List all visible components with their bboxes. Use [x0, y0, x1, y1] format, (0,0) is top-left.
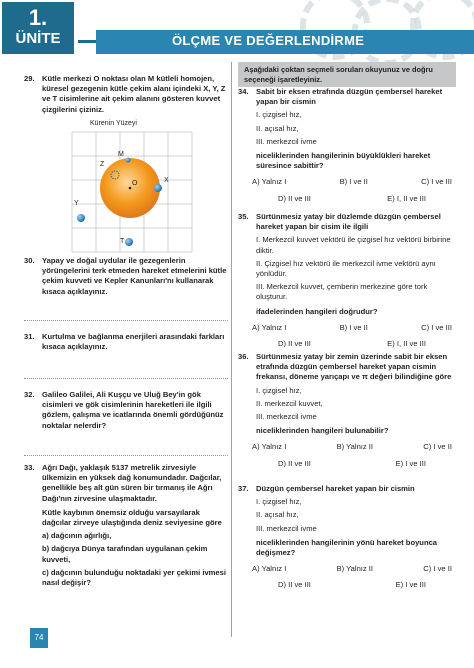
question-stem: niceliklerinden hangilerinin büyüklükleri hareket süresince sabittir? [256, 151, 431, 171]
item-a: a) dağcının ağırlığı, [42, 531, 112, 541]
section-title-bar [96, 30, 474, 54]
object-t [125, 238, 133, 246]
column-divider [231, 62, 232, 637]
label-y: Y [74, 200, 79, 207]
question-number: 36. [238, 352, 249, 361]
option-b[interactable]: B) I ve II [339, 322, 368, 332]
item-ii: II. açısal hız, [256, 123, 299, 133]
label-z: Z [100, 161, 105, 168]
item-ii: II. merkezcil kuvvet, [256, 398, 323, 408]
object-y [77, 214, 85, 222]
option-e[interactable]: E) I, II ve III [387, 339, 426, 349]
question-intro: Ağrı Dağı, yaklaşık 5137 metrelik zirvesiyle ülkemizin en yüksek dağ konumundadır. Dağcılar, genellikle beş alt gün süren bir tırmanış ile Ağrı Dağı'nın zirvesine ulaşmaktadır. [42, 463, 222, 503]
option-a[interactable]: A) Yalnız I [252, 177, 287, 187]
item-iii: III. merkezcil ivme [256, 523, 317, 533]
page-header [0, 0, 474, 60]
question-text: Sabit bir eksen etrafında düzgün çembersel hareket yapan bir cismin [256, 87, 443, 107]
item-ii: II. açısal hız, [256, 510, 299, 520]
option-b[interactable]: B) Yalnız II [336, 442, 374, 452]
item-iii: III. merkezcil ivme [256, 136, 317, 146]
question-34 [238, 87, 456, 204]
label-t: T [120, 238, 125, 245]
option-e[interactable]: E) I ve III [395, 458, 426, 468]
option-e[interactable]: E) I ve III [395, 580, 426, 590]
separator-line [24, 455, 228, 456]
question-number: 32. [24, 390, 35, 399]
label-x: X [164, 177, 169, 184]
unit-label: ÜNİTE [15, 30, 61, 47]
label-o: O [132, 180, 138, 187]
question-text: Galileo Galilei, Ali Kuşçu ve Uluğ Bey'in gök cisimleri ve gök cisimlerinin hareketleri ile ilgili gözlem, çalışma ve icatlarında önemli gördüğünüz noktalar nelerdir? [42, 390, 224, 430]
center-point-o [129, 187, 132, 190]
item-i: I. çizgisel hız, [256, 385, 302, 395]
question-number: 34. [238, 87, 249, 96]
option-c[interactable]: C) I ve II [423, 564, 452, 574]
question-text: Düzgün çembersel hareket yapan bir cismin [256, 484, 415, 493]
unit-number: 1. [28, 5, 48, 30]
question-text: Sürtünmesiz yatay bir zemin üzerinde sabit bir eksen etrafında düzgün çembersel hareket yapan cismin frekansı, döneme yarıçapı ve π değeri bilindiğine göre [256, 352, 452, 382]
question-number: 33. [24, 463, 35, 472]
option-a[interactable]: A) Yalnız I [252, 322, 287, 332]
option-e[interactable]: E) I, II ve III [387, 193, 426, 203]
option-d[interactable]: D) II ve III [278, 458, 311, 468]
gravity-field-figure [70, 120, 190, 250]
option-b[interactable]: B) Yalnız II [336, 564, 374, 574]
question-number: 29. [24, 74, 35, 83]
section-title: ÖLÇME VE DEĞERLENDİRME [172, 33, 365, 48]
question-stem: niceliklerinden hangileri bulunabilir? [256, 426, 389, 436]
item-i: I. Merkezcil kuvvet vektörü ile çizgisel hız vektörü birbirine diktir. [256, 235, 451, 255]
item-iii: III. Merkezcil kuvvet, çemberin merkezine göre tork oluşturur. [256, 282, 428, 302]
item-i: I. çizgisel hız, [256, 497, 302, 507]
question-text: Yapay ve doğal uydular ile gezegenlerin yörüngelerini terk etmeden hareket etmelerini kütle çekim kuvveti ve Kepler Kanunları'nı kullanarak kısaca açıklayınız. [42, 256, 227, 296]
option-c[interactable]: C) I ve III [421, 177, 452, 187]
question-text: Kütle merkezi O noktası olan M kütleli homojen, küresel gezegenin kütle çekim alanı içindeki X, Y, Z ve T cisimlerine ait çekim alanını gösteren kuvvet çizgilerini çiziniz. [42, 74, 226, 114]
question-35 [238, 212, 456, 349]
separator-line [24, 320, 228, 321]
separator-line [24, 378, 228, 379]
label-m: M [118, 151, 124, 158]
object-m [126, 158, 131, 163]
item-ii: II. Çizgisel hız vektörü ile merkezcil ivme vektörü aynı yönlüdür. [256, 258, 436, 279]
unit-badge [2, 2, 74, 54]
question-37 [238, 484, 456, 591]
option-d[interactable]: D) II ve III [278, 193, 311, 203]
question-text: Kurtulma ve bağlanma enerjileri arasındaki farkları kısaca açıklayınız. [42, 332, 225, 352]
header-dash [78, 40, 96, 43]
instruction-box: Aşağıdaki çoktan seçmeli soruları okuyunuz ve doğru seçeneği işaretleyiniz. [238, 62, 456, 87]
grid-figure-svg [70, 130, 194, 254]
item-b: b) dağcıya Dünya tarafından uygulanan çekim kuvveti, [42, 544, 208, 564]
option-c[interactable]: C) I ve II [423, 442, 452, 452]
option-d[interactable]: D) II ve III [278, 580, 311, 590]
object-x [154, 184, 162, 192]
question-29 [24, 74, 228, 115]
question-number: 30. [24, 256, 35, 265]
question-text: Kütle kaybının önemsiz olduğu varsayılarak dağcılar zirveye ulaştığında deniz seviyesine göre [42, 507, 222, 528]
question-stem: ifadelerinden hangileri doğrudur? [256, 306, 378, 316]
question-text: Sürtünmesiz yatay bir düzlemde düzgün çembersel hareket yapan bir cisim ile ilgili [256, 212, 441, 232]
option-a[interactable]: A) Yalnız I [252, 564, 287, 574]
option-b[interactable]: B) I ve II [339, 177, 368, 187]
question-number: 37. [238, 484, 249, 493]
item-iii: III. merkezcil ivme [256, 412, 317, 422]
option-a[interactable]: A) Yalnız I [252, 442, 287, 452]
option-c[interactable]: C) I ve III [421, 322, 452, 332]
question-36 [238, 352, 456, 469]
question-number: 31. [24, 332, 35, 341]
figure-caption: Kürenin Yüzeyi [90, 120, 137, 127]
option-d[interactable]: D) II ve III [278, 339, 311, 349]
item-c: c) dağcının bulunduğu noktadaki yer çekimi ivmesi nasıl değişir? [42, 567, 226, 588]
item-i: I. çizgisel hız, [256, 110, 302, 120]
question-stem: niceliklerinden hangilerinin yönü hareket boyunca değişmez? [256, 537, 438, 558]
page-number: 74 [30, 628, 48, 648]
question-number: 35. [238, 212, 249, 221]
